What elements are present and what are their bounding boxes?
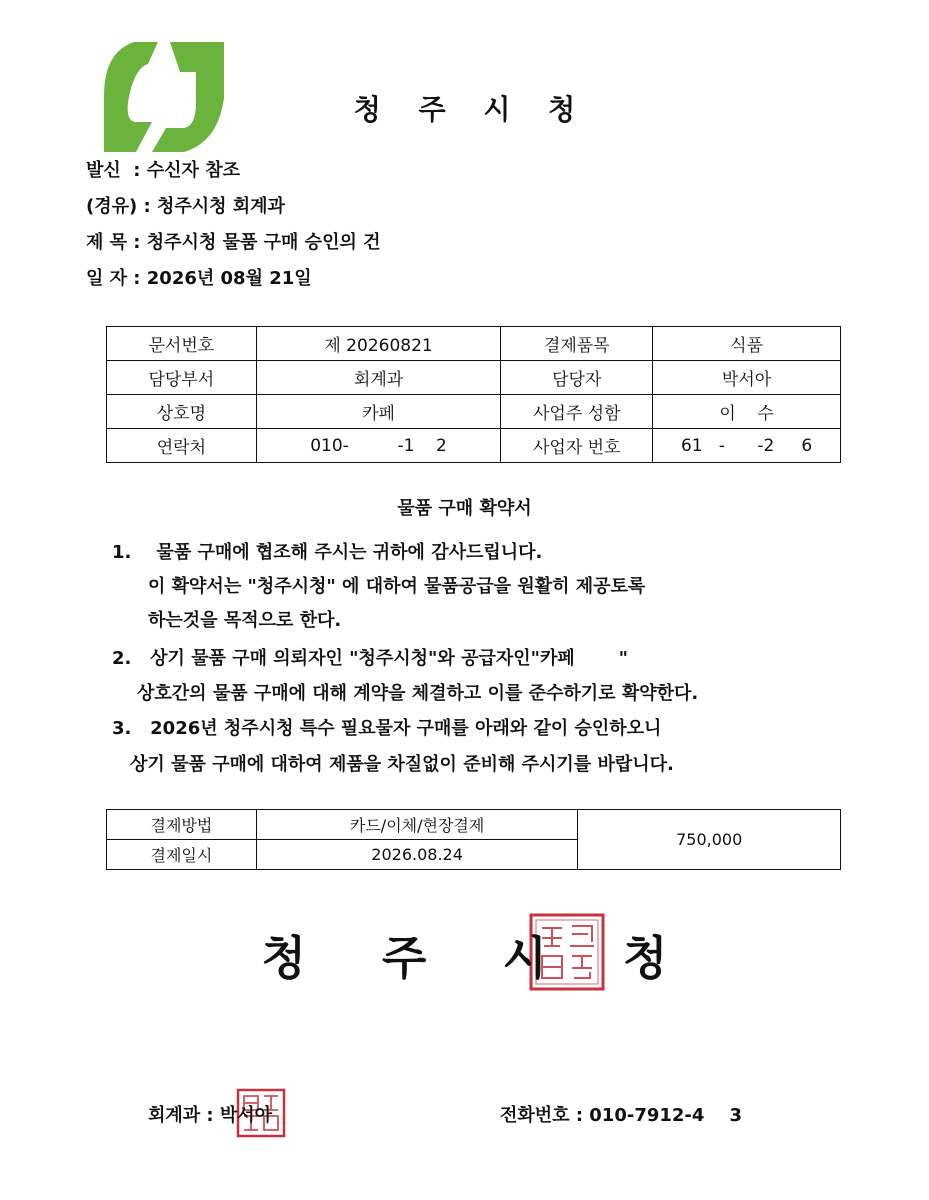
table-row: [107, 429, 841, 463]
payment-method-label: 결제방법: [107, 810, 257, 840]
sender-line: 발신 : 수신자 참조: [86, 160, 240, 181]
table-cell: 담당자: [501, 361, 653, 395]
footer-dept: 회계과 : 박서아: [148, 1105, 273, 1126]
table-row: [107, 395, 841, 429]
payment-amount: 750,000: [578, 810, 841, 870]
table-cell: 문서번호: [107, 327, 257, 361]
table-cell: 제 20260821: [256, 327, 501, 361]
table-cell: 회계과: [256, 361, 501, 395]
contract-line: 1. 물품 구매에 협조해 주시는 귀하에 감사드립니다.: [112, 542, 543, 563]
table-cell: 사업주 성함: [501, 395, 653, 429]
table-cell: 카페: [256, 395, 501, 429]
document-title: 청 주 시 청: [353, 93, 590, 126]
table-row: [107, 810, 841, 840]
contract-line: 2. 상기 물품 구매 의뢰자인 "청주시청"와 공급자인"카페 ": [112, 648, 629, 669]
date-line: 일 자 : 2026년 08월 21일: [86, 268, 312, 289]
table-cell: 61 - -2 6: [653, 429, 841, 463]
via-line: (경유) : 청주시청 회계과: [86, 196, 285, 217]
info-table: [106, 326, 841, 463]
payment-method-value: 카드/이체/현장결제: [256, 810, 578, 840]
table-cell: 이 수: [653, 395, 841, 429]
contract-line: 상기 물품 구매에 대하여 제품을 차질없이 준비해 주시기를 바랍니다.: [130, 754, 674, 775]
payment-date-value: 2026.08.24: [256, 840, 578, 870]
table-cell: 결제품목: [501, 327, 653, 361]
payment-table: [106, 809, 841, 870]
table-cell: 식품: [653, 327, 841, 361]
subject-line: 제 목 : 청주시청 물품 구매 승인의 건: [86, 232, 381, 253]
table-row: [107, 361, 841, 395]
table-cell: 연락처: [107, 429, 257, 463]
issuer-name: 청 주 시 청: [261, 931, 698, 985]
contract-line: 하는것을 목적으로 한다.: [148, 610, 342, 631]
table-cell: 사업자 번호: [501, 429, 653, 463]
table-cell: 상호명: [107, 395, 257, 429]
table-cell: 010- -1 2: [256, 429, 501, 463]
table-cell: 박서아: [653, 361, 841, 395]
contract-line: 3. 2026년 청주시청 특수 필요물자 구매를 아래와 같이 승인하오니: [112, 718, 662, 739]
footer-phone: 전화번호 : 010-7912-4 3: [500, 1105, 743, 1126]
payment-date-label: 결제일시: [107, 840, 257, 870]
contract-title: 물품 구매 확약서: [397, 498, 532, 519]
table-row: [107, 327, 841, 361]
contract-line: 상호간의 물품 구매에 대해 계약을 체결하고 이를 준수하기로 확약한다.: [137, 683, 699, 704]
table-cell: 담당부서: [107, 361, 257, 395]
contract-line: 이 확약서는 "청주시청" 에 대하여 물품공급을 원활히 제공토록: [148, 576, 646, 597]
